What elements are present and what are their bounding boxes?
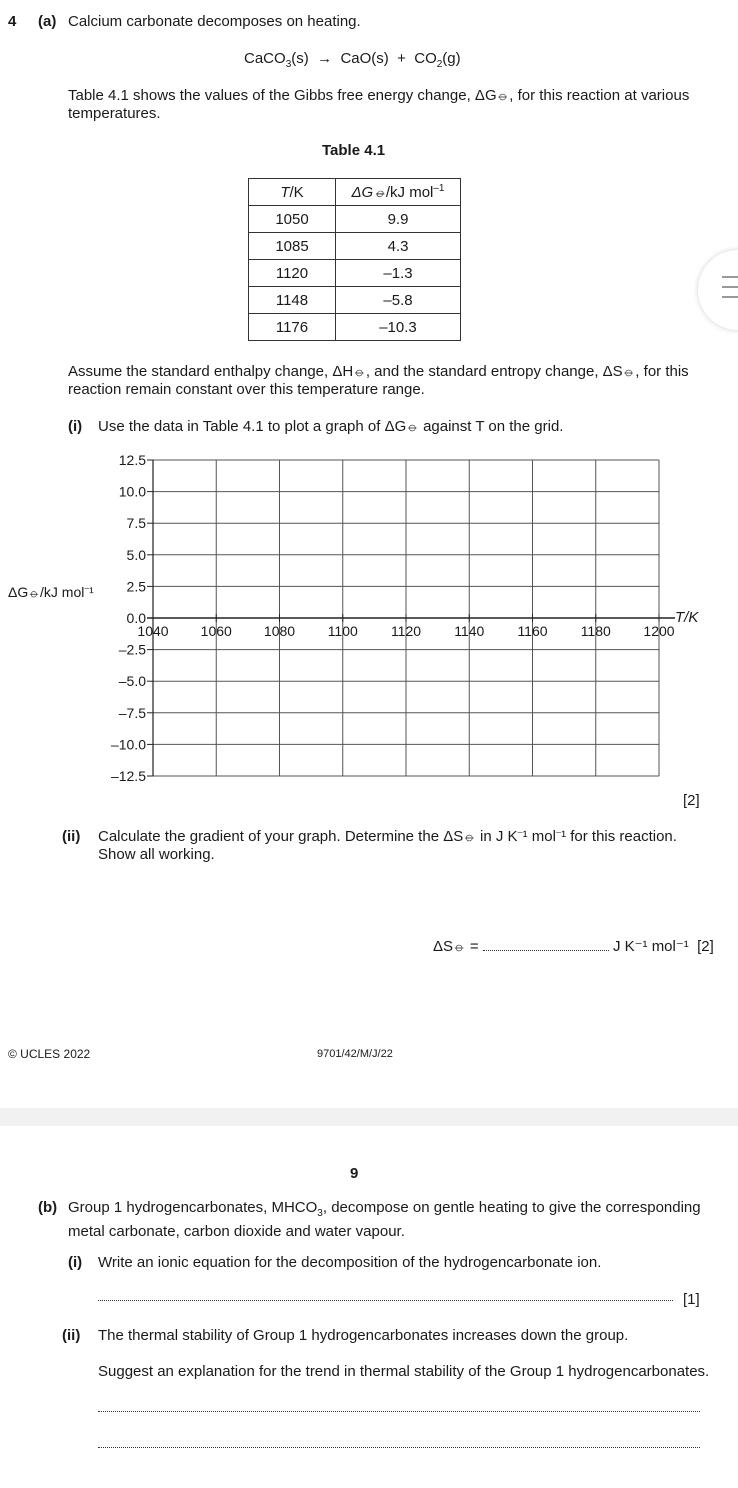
intro-paragraph — [68, 87, 689, 123]
table-row — [249, 206, 461, 233]
answer-units: J K⁻¹ mol⁻¹ — [612, 938, 689, 955]
table-title: Table 4.1 — [322, 142, 386, 159]
x-tick-label: 1100 — [327, 623, 358, 639]
part-b-line-1: Group 1 hydrogencarbonates, MHCO — [68, 1199, 318, 1216]
x-tick-label: 1140 — [454, 623, 485, 639]
copyright: © UCLES 2022 — [8, 1047, 91, 1061]
y-tick-label: 2.5 — [126, 578, 146, 595]
eq-product1: CaO(s) — [340, 50, 389, 67]
x-tick-label: 1180 — [580, 623, 611, 639]
paper-code: 9701/42/M/J/22 — [317, 1048, 393, 1060]
part-b-line-1-rest: , decompose on gentle heating to give the corresponding — [322, 1199, 701, 1216]
table-row — [249, 233, 461, 260]
eq-product2-sub: 2 — [436, 59, 443, 70]
header-temperature — [249, 179, 336, 206]
intro-line-1: Table 4.1 shows the values of the Gibbs free energy change, ΔG⦵, for this reaction at various — [68, 87, 690, 104]
y-tick-label: 10.0 — [118, 483, 146, 500]
cell-t: 1085 — [249, 233, 336, 260]
cell-g: 9.9 — [336, 206, 461, 233]
answer-blank[interactable] — [483, 950, 609, 951]
y-tick-label: –12.5 — [110, 768, 146, 784]
y-tick-label: 12.5 — [118, 452, 146, 468]
intro-line-2: temperatures. — [68, 105, 161, 122]
assume-line-2: reaction remain constant over this temperature range. — [68, 381, 425, 398]
eq-plus: + — [397, 50, 406, 67]
header-gibbs — [336, 179, 461, 206]
b-ii-text: The thermal stability of Group 1 hydrogencarbonates increases down the group. — [98, 1327, 629, 1344]
header-t-unit: /K — [289, 183, 304, 201]
reaction-equation — [244, 50, 461, 70]
cell-g: –10.3 — [336, 314, 461, 341]
assumption-paragraph — [68, 363, 689, 399]
y-tick-label: –10.0 — [110, 736, 146, 753]
part-i-marks: [2] — [683, 792, 700, 809]
b-i-label: (i) — [68, 1254, 83, 1271]
cell-t: 1148 — [249, 287, 336, 314]
data-table — [248, 178, 461, 341]
graph-grid[interactable] — [0, 440, 738, 790]
part-b-sub: 3 — [317, 1208, 323, 1219]
header-g-symbol: ΔG⦵ — [351, 184, 386, 201]
y-tick-label: 7.5 — [126, 515, 146, 532]
table-header-row — [249, 179, 461, 206]
b-i-marks: [1] — [683, 1291, 700, 1308]
assume-line-1: Assume the standard enthalpy change, ΔH⦵, and the standard entropy change, ΔS⦵, for this — [68, 363, 689, 380]
eq-arrow: → — [317, 50, 333, 67]
part-b-text — [68, 1199, 701, 1241]
part-a-text: Calcium carbonate decomposes on heating. — [68, 13, 361, 30]
part-b-label: (b) — [38, 1199, 58, 1216]
handle-grip-line — [722, 296, 738, 298]
eq-product2-state: (g) — [442, 50, 461, 67]
y-tick-label: 5.0 — [126, 546, 146, 563]
x-tick-label: 1060 — [200, 623, 232, 639]
answer-line-entropy — [433, 937, 714, 955]
answer-marks: [2] — [697, 938, 714, 955]
y-axis-label: ΔG⦵/kJ mol⁻¹ — [8, 584, 94, 600]
part-a-label: (a) — [38, 13, 57, 30]
eq-reactant: CaCO — [244, 50, 286, 67]
cell-g: 4.3 — [336, 233, 461, 260]
table-row — [249, 287, 461, 314]
scroll-handle[interactable] — [698, 250, 738, 330]
exam-page-9 — [0, 1126, 738, 1488]
eq-reactant-state: (s) — [291, 50, 309, 67]
x-tick-label: 1160 — [517, 623, 548, 639]
part-ii-label: (ii) — [62, 828, 81, 845]
b-i-answer-line[interactable] — [98, 1290, 673, 1301]
x-axis-label: T/K — [675, 609, 699, 626]
b-ii-answer-line[interactable] — [98, 1437, 700, 1448]
b-ii-prompt: Suggest an explanation for the trend in thermal stability of the Group 1 hydrogencarbonates. — [98, 1363, 710, 1380]
cell-g: –5.8 — [336, 287, 461, 314]
part-i-text: Use the data in Table 4.1 to plot a graph of ΔG⦵ against T on the grid. — [98, 418, 564, 435]
x-tick-label: 1080 — [263, 623, 296, 639]
x-tick-label: 1200 — [643, 623, 675, 639]
x-tick-label: 1040 — [137, 623, 169, 639]
part-ii-line-1: Calculate the gradient of your graph. Determine the ΔS⦵ in J K⁻¹ mol⁻¹ for this reaction. — [98, 828, 677, 845]
cell-t: 1120 — [249, 260, 336, 287]
x-tick-label: 1120 — [390, 623, 422, 639]
cell-g: –1.3 — [336, 260, 461, 287]
y-tick-label: –2.5 — [118, 641, 146, 658]
eq-reactant-sub: 3 — [285, 59, 292, 70]
part-b-line-2: metal carbonate, carbon dioxide and water vapour. — [68, 1223, 405, 1240]
page-number: 9 — [350, 1165, 359, 1182]
table-row — [249, 260, 461, 287]
y-tick-label: 0.0 — [126, 610, 146, 626]
cell-t: 1176 — [249, 314, 336, 341]
b-i-text: Write an ionic equation for the decomposition of the hydrogencarbonate ion. — [98, 1254, 602, 1271]
question-number: 4 — [8, 13, 17, 30]
y-tick-label: –7.5 — [118, 704, 146, 721]
part-ii-text — [98, 828, 677, 864]
header-t-symbol: T — [280, 183, 290, 201]
header-g-sup: –1 — [433, 183, 445, 194]
eq-product2: CO — [414, 50, 437, 67]
table-row — [249, 314, 461, 341]
answer-prefix: ΔS⦵ = — [433, 938, 479, 955]
b-ii-answer-line[interactable] — [98, 1401, 700, 1412]
b-ii-label: (ii) — [62, 1327, 81, 1344]
handle-grip-line — [722, 286, 738, 288]
page-separator — [0, 1108, 738, 1126]
part-ii-line-2: Show all working. — [98, 846, 215, 863]
cell-t: 1050 — [249, 206, 336, 233]
header-g-unit: /kJ mol — [385, 184, 434, 201]
y-tick-label: –5.0 — [118, 673, 146, 690]
handle-grip-line — [722, 276, 738, 278]
part-i-label: (i) — [68, 418, 83, 435]
y-axis-ticks — [111, 452, 153, 784]
